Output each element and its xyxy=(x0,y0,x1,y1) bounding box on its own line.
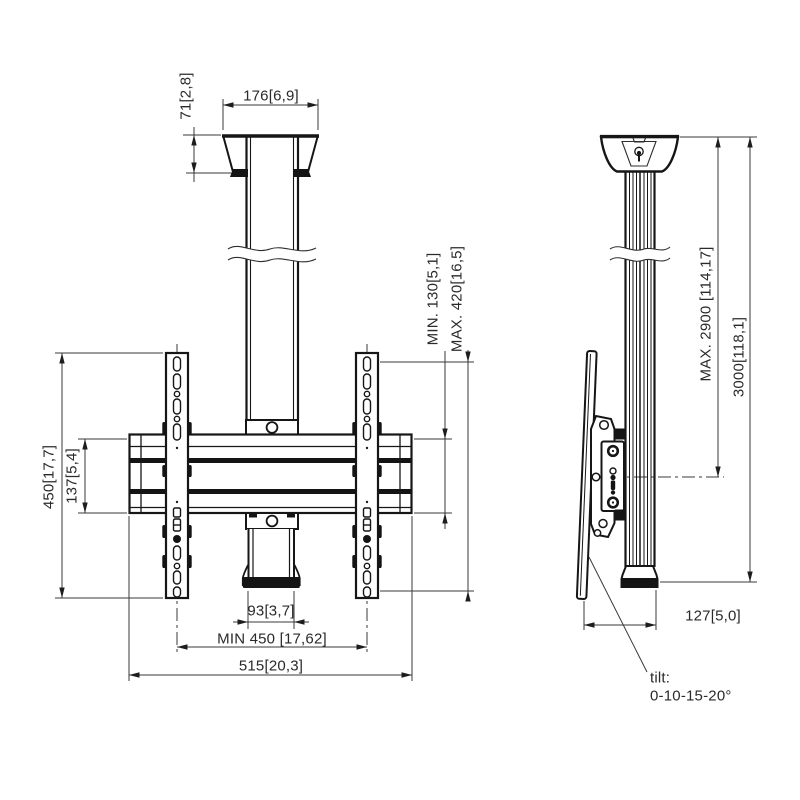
dim-label-depth: 127[5,0] xyxy=(685,607,741,625)
front-view xyxy=(55,99,474,681)
dim-label-bracket-height: 450[17,7] xyxy=(40,444,58,510)
dim-label-tube-width: 93[3,7] xyxy=(247,602,295,620)
dim-label-rail-height: 137[5,4] xyxy=(63,448,81,504)
tilt-values: 0-10-15-20° xyxy=(650,687,732,705)
ceiling-plate-front xyxy=(222,136,319,177)
vesa-arm-left xyxy=(162,353,191,598)
dim-label-vesa-min-height: MIN. 130[5,1] xyxy=(424,252,442,346)
side-dimension-lines xyxy=(584,137,757,672)
vesa-arm-right xyxy=(352,353,381,598)
dim-label-total-length: 3000[118,1] xyxy=(730,316,748,398)
tilt-mechanism-side xyxy=(591,416,626,537)
column-foot-side xyxy=(622,566,658,588)
dim-label-vesa-min-width: MIN 450 [17,62] xyxy=(217,630,327,648)
dim-label-max-ceiling-to-center: MAX. 2900 [114,17] xyxy=(697,246,715,382)
column-connector-bottom xyxy=(246,513,298,529)
dim-label-vesa-max-height: MAX. 420[16,5] xyxy=(448,245,466,353)
tilt-label: tilt: xyxy=(650,669,671,687)
dim-label-ceiling-plate-width: 176[6,9] xyxy=(243,87,299,105)
column-tube-bottom xyxy=(243,529,300,588)
ceiling-cup-side xyxy=(600,137,679,172)
side-view xyxy=(577,137,757,673)
front-dimension-lines xyxy=(55,99,474,681)
dim-label-ceiling-plate-height: 71[2,8] xyxy=(177,72,195,120)
dim-label-total-width: 515[20,3] xyxy=(238,657,304,675)
column-front xyxy=(228,137,316,420)
